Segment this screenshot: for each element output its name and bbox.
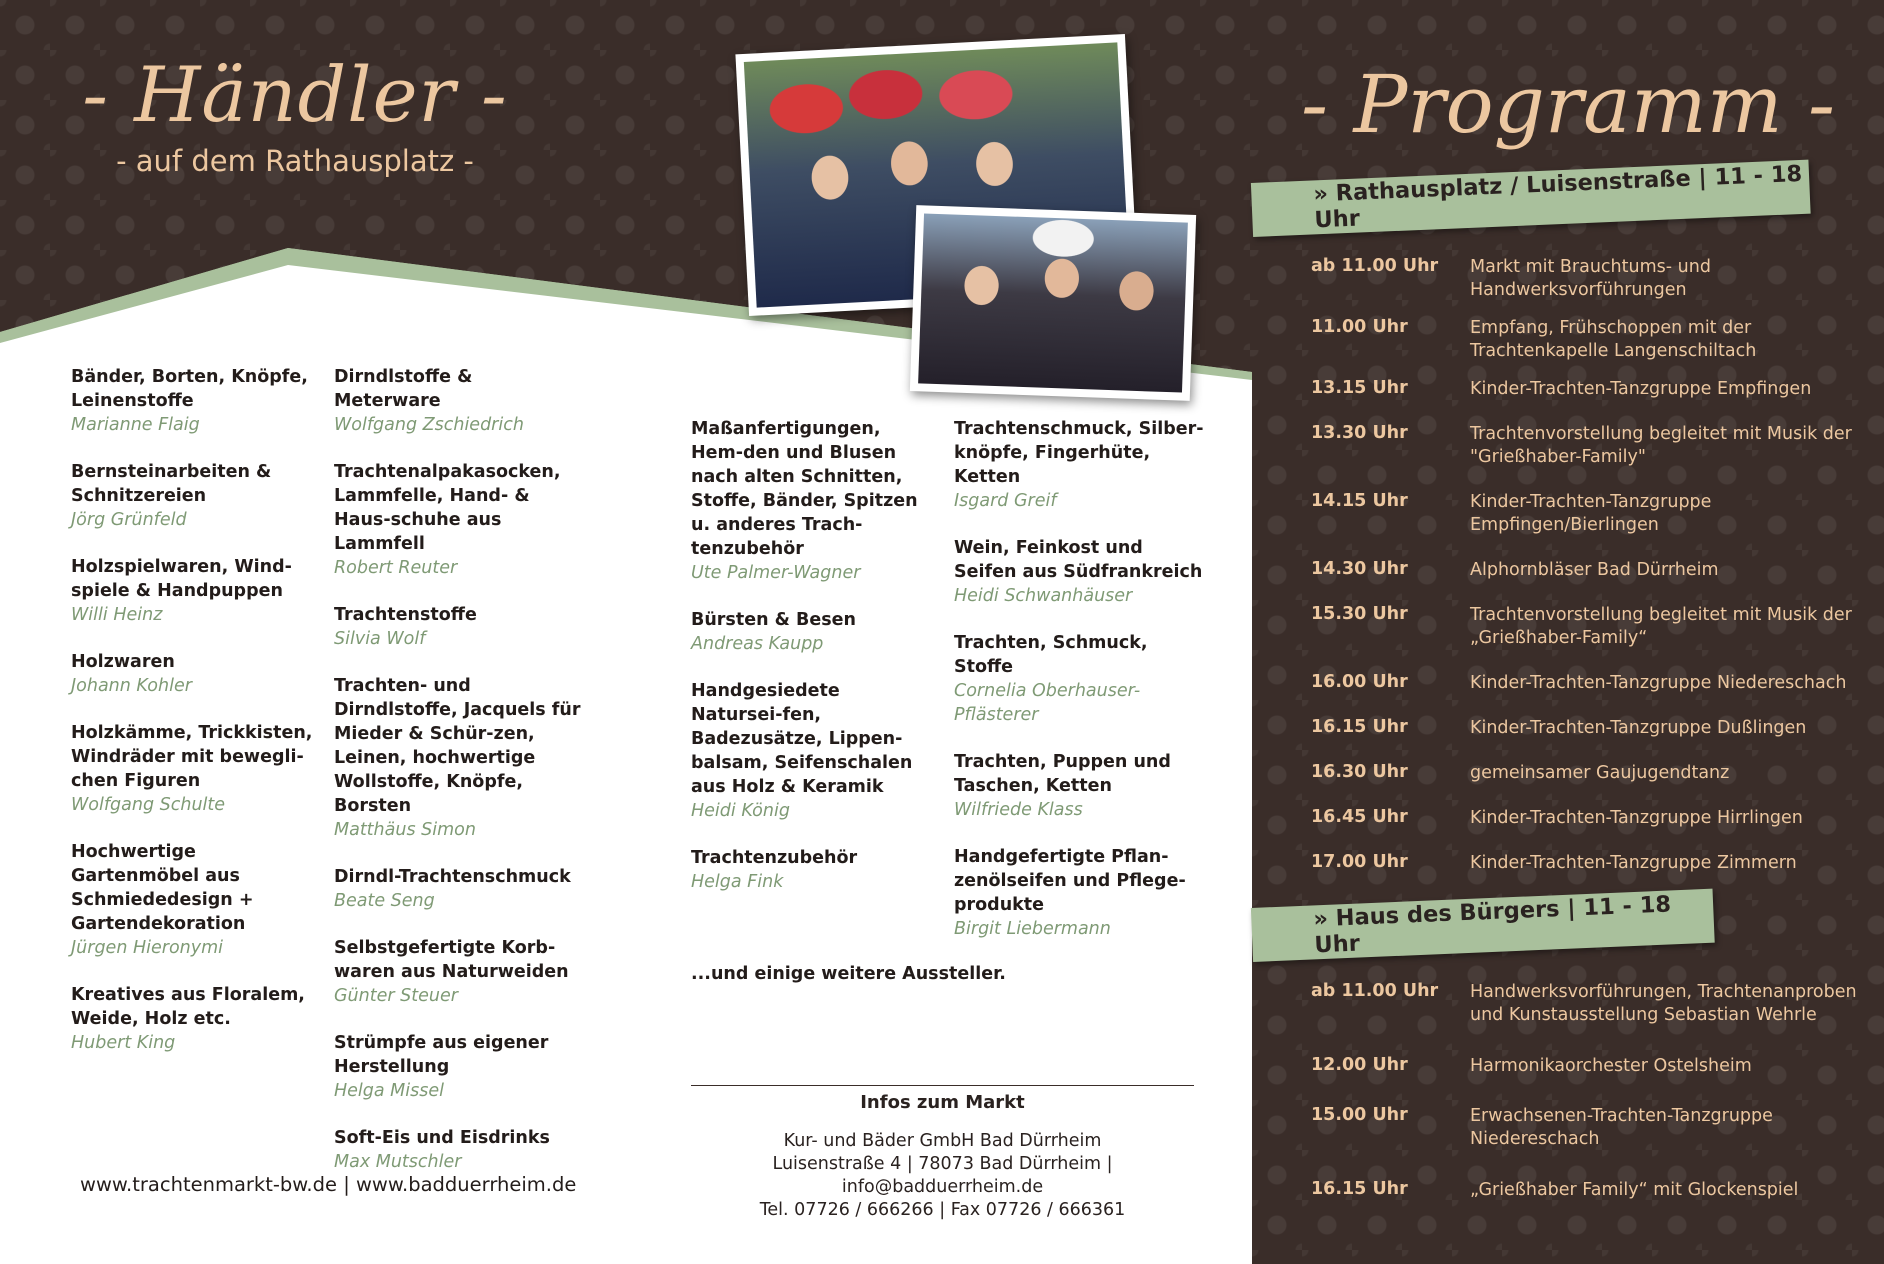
vendor-name: Robert Reuter xyxy=(334,558,458,578)
vendor-name: Matthäus Simon xyxy=(334,820,476,840)
vendor-entry xyxy=(71,650,321,698)
schedule-time: 15.00 Uhr xyxy=(1311,1105,1408,1125)
vendor-name: Marianne Flaig xyxy=(71,415,200,435)
schedule-description: Kinder-Trachten-Tanzgruppe Zimmern xyxy=(1470,853,1797,873)
website-links[interactable]: www.trachtenmarkt-bw.de | www.badduerrheim.de xyxy=(80,1173,577,1196)
vendor-name: Hubert King xyxy=(71,1033,176,1053)
vendor-name: Günter Steuer xyxy=(334,986,458,1006)
schedule-time: 17.00 Uhr xyxy=(1311,852,1408,872)
schedule-description: gemeinsamer Gaujugendtanz xyxy=(1470,763,1730,783)
vendor-column-2 xyxy=(334,365,584,1197)
vendor-category: Handgefertigte Pflan-zenölseifen und Pflege-produkte xyxy=(954,847,1186,915)
info-address: Luisenstraße 4 | 78073 Bad Dürrheim | info@badduerrheim.de xyxy=(772,1154,1113,1197)
schedule-description: Markt mit Brauchtums- und Handwerksvorführungen xyxy=(1470,257,1711,300)
schedule-time: 11.00 Uhr xyxy=(1311,317,1408,337)
schedule-description: Handwerksvorführungen, Trachtenanproben und Kunstausstellung Sebastian Wehrle xyxy=(1470,982,1857,1025)
vendor-category: Trachtenalpakasocken, Lammfelle, Hand- & Haus-schuhe aus Lammfell xyxy=(334,462,561,554)
vendor-column-3 xyxy=(691,417,931,917)
more-exhibitors-note: ...und einige weitere Aussteller. xyxy=(691,964,1006,984)
vendor-entry xyxy=(71,840,321,960)
schedule-time: 13.15 Uhr xyxy=(1311,378,1408,398)
vendor-category: Maßanfertigungen, Hem-den und Blusen nach alten Schnitten, Stoffe, Bänder, Spitzen u. anderes Trach-tenzubehör xyxy=(691,419,918,559)
info-company: Kur- und Bäder GmbH Bad Dürrheim xyxy=(783,1131,1102,1151)
vendor-category: Dirndlstoffe & Meterware xyxy=(334,367,473,411)
vendor-entry xyxy=(954,631,1204,727)
schedule-description: Alphornbläser Bad Dürrheim xyxy=(1470,560,1719,580)
vendor-name: Wolfgang Schulte xyxy=(71,795,226,815)
schedule-description: Harmonikaorchester Ostelsheim xyxy=(1470,1056,1752,1076)
vendor-entry xyxy=(334,1126,584,1174)
haendler-subtitle: - auf dem Rathausplatz - xyxy=(116,144,474,178)
vendor-entry xyxy=(691,846,931,894)
schedule-time: 16.00 Uhr xyxy=(1311,672,1408,692)
vendor-category: Bänder, Borten, Knöpfe, Leinenstoffe xyxy=(71,367,308,411)
schedule-time: 15.30 Uhr xyxy=(1311,604,1408,624)
vendor-entry xyxy=(954,750,1204,822)
vendor-category: Bürsten & Besen xyxy=(691,610,856,630)
vendor-name: Jürgen Hieronymi xyxy=(71,938,224,958)
vendor-name: Wolfgang Zschiedrich xyxy=(334,415,524,435)
vendor-name: Max Mutschler xyxy=(334,1152,462,1172)
vendor-name: Beate Seng xyxy=(334,891,435,911)
schedule-time: 14.15 Uhr xyxy=(1311,491,1408,511)
vendor-name: Birgit Liebermann xyxy=(954,919,1111,939)
vendor-entry xyxy=(954,417,1204,513)
vendor-category: Trachten, Schmuck, Stoffe xyxy=(954,633,1148,677)
vendor-name: Helga Fink xyxy=(691,872,784,892)
schedule-description: Kinder-Trachten-Tanzgruppe Niedereschach xyxy=(1470,673,1847,693)
vendor-category: Handgesiedete Natursei-fen, Badezusätze, Lippen-balsam, Seifenschalen aus Holz & Keramik xyxy=(691,681,913,797)
vendor-category: Holzwaren xyxy=(71,652,175,672)
schedule-description: „Grießhaber Family“ mit Glockenspiel xyxy=(1470,1180,1799,1200)
vendor-name: Heidi König xyxy=(691,801,790,821)
vendor-entry xyxy=(71,555,321,627)
vendor-category: Strümpfe aus eigener Herstellung xyxy=(334,1033,549,1077)
schedule-description: Kinder-Trachten-Tanzgruppe Dußlingen xyxy=(1470,718,1807,738)
vendor-entry xyxy=(334,936,584,1008)
vendor-category: Hochwertige Gartenmöbel aus Schmiededesign + Gartendekoration xyxy=(71,842,254,934)
vendor-category: Trachtenschmuck, Silber-knöpfe, Fingerhüte, Ketten xyxy=(954,419,1204,487)
vendor-name: Isgard Greif xyxy=(954,491,1057,511)
schedule-time: 16.45 Uhr xyxy=(1311,807,1408,827)
vendor-entry xyxy=(691,417,931,585)
vendor-category: Holzspielwaren, Wind-spiele & Handpuppen xyxy=(71,557,292,601)
haendler-title: - Händler - xyxy=(82,50,508,139)
schedule-time: 14.30 Uhr xyxy=(1311,559,1408,579)
vendor-category: Trachten, Puppen und Taschen, Ketten xyxy=(954,752,1171,796)
info-contact xyxy=(681,1130,1204,1222)
section-heading-haus-des-buergers: » Haus des Bürgers | 11 - 18 Uhr xyxy=(1312,891,1672,959)
schedule-time: 16.15 Uhr xyxy=(1311,717,1408,737)
vendor-category: Trachtenzubehör xyxy=(691,848,858,868)
vendor-column-1 xyxy=(71,365,321,1078)
schedule-time: 16.15 Uhr xyxy=(1311,1179,1408,1199)
vendor-name: Andreas Kaupp xyxy=(691,634,824,654)
schedule-description: Erwachsenen-Trachten-Tanzgruppe Niedereschach xyxy=(1470,1106,1773,1149)
vendor-entry xyxy=(334,674,584,842)
info-title: Infos zum Markt xyxy=(860,1092,1025,1113)
schedule-description: Kinder-Trachten-Tanzgruppe Hirrlingen xyxy=(1470,808,1803,828)
schedule-time: 16.30 Uhr xyxy=(1311,762,1408,782)
info-phone: Tel. 07726 / 666266 | Fax 07726 / 666361 xyxy=(759,1200,1126,1220)
vendor-name: Helga Missel xyxy=(334,1081,445,1101)
schedule-description: Kinder-Trachten-Tanzgruppe Empfingen/Bierlingen xyxy=(1470,492,1712,535)
vendor-name: Heidi Schwanhäuser xyxy=(954,586,1133,606)
vendor-category: Selbstgefertigte Korb-waren aus Naturweiden xyxy=(334,938,569,982)
schedule-description: Trachtenvorstellung begleitet mit Musik der „Grießhaber-Family“ xyxy=(1470,605,1852,648)
vendor-entry xyxy=(334,1031,584,1103)
schedule-description: Trachtenvorstellung begleitet mit Musik der "Grießhaber-Family" xyxy=(1470,424,1852,467)
vendor-category: Bernsteinarbeiten & Schnitzereien xyxy=(71,462,272,506)
vendor-name: Willi Heinz xyxy=(71,605,163,625)
schedule-time: 12.00 Uhr xyxy=(1311,1055,1408,1075)
vendor-entry xyxy=(954,536,1204,608)
vendor-entry xyxy=(71,365,321,437)
vendor-entry xyxy=(71,983,321,1055)
vendor-category: Trachtenstoffe xyxy=(334,605,477,625)
vendor-entry xyxy=(334,365,584,437)
vendor-entry xyxy=(691,679,931,823)
vendor-category: Holzkämme, Trickkisten, Windräder mit bewegli-chen Figuren xyxy=(71,723,313,791)
vendor-category: Dirndl-Trachtenschmuck xyxy=(334,867,571,887)
schedule-description: Kinder-Trachten-Tanzgruppe Empfingen xyxy=(1470,379,1812,399)
schedule-time: ab 11.00 Uhr xyxy=(1311,256,1439,276)
vendor-name: Jörg Grünfeld xyxy=(71,510,187,530)
vendor-category: Soft-Eis und Eisdrinks xyxy=(334,1128,550,1148)
schedule-description: Empfang, Frühschoppen mit der Trachtenkapelle Langenschiltach xyxy=(1470,318,1757,361)
schedule-time: 13.30 Uhr xyxy=(1311,423,1408,443)
vendor-entry xyxy=(334,603,584,651)
vendor-entry xyxy=(334,865,584,913)
info-divider xyxy=(691,1085,1194,1086)
vendor-name: Johann Kohler xyxy=(71,676,192,696)
vendor-name: Ute Palmer-Wagner xyxy=(691,563,861,583)
vendor-entry xyxy=(71,460,321,532)
vendor-category: Wein, Feinkost und Seifen aus Südfrankreich xyxy=(954,538,1203,582)
schedule-time: ab 11.00 Uhr xyxy=(1311,981,1439,1001)
vendor-name: Wilfriede Klass xyxy=(954,800,1083,820)
vendor-entry xyxy=(334,460,584,580)
vendor-category: Kreatives aus Floralem, Weide, Holz etc. xyxy=(71,985,305,1029)
programm-title: - Programm - xyxy=(1300,58,1836,151)
vendor-name: Silvia Wolf xyxy=(334,629,426,649)
vendor-name: Cornelia Oberhauser-Pflästerer xyxy=(954,681,1141,725)
vendor-entry xyxy=(954,845,1204,941)
photo-women-costumes xyxy=(910,205,1196,401)
vendor-entry xyxy=(71,721,321,817)
vendor-column-4 xyxy=(954,417,1204,964)
section-heading-rathausplatz: » Rathausplatz / Luisenstraße | 11 - 18 Uhr xyxy=(1312,160,1803,234)
vendor-entry xyxy=(691,608,931,656)
vendor-category: Trachten- und Dirndlstoffe, Jacquels für Mieder & Schür-zen, Leinen, hochwertige Wollstoffe, Knöpfe, Borsten xyxy=(334,676,581,816)
